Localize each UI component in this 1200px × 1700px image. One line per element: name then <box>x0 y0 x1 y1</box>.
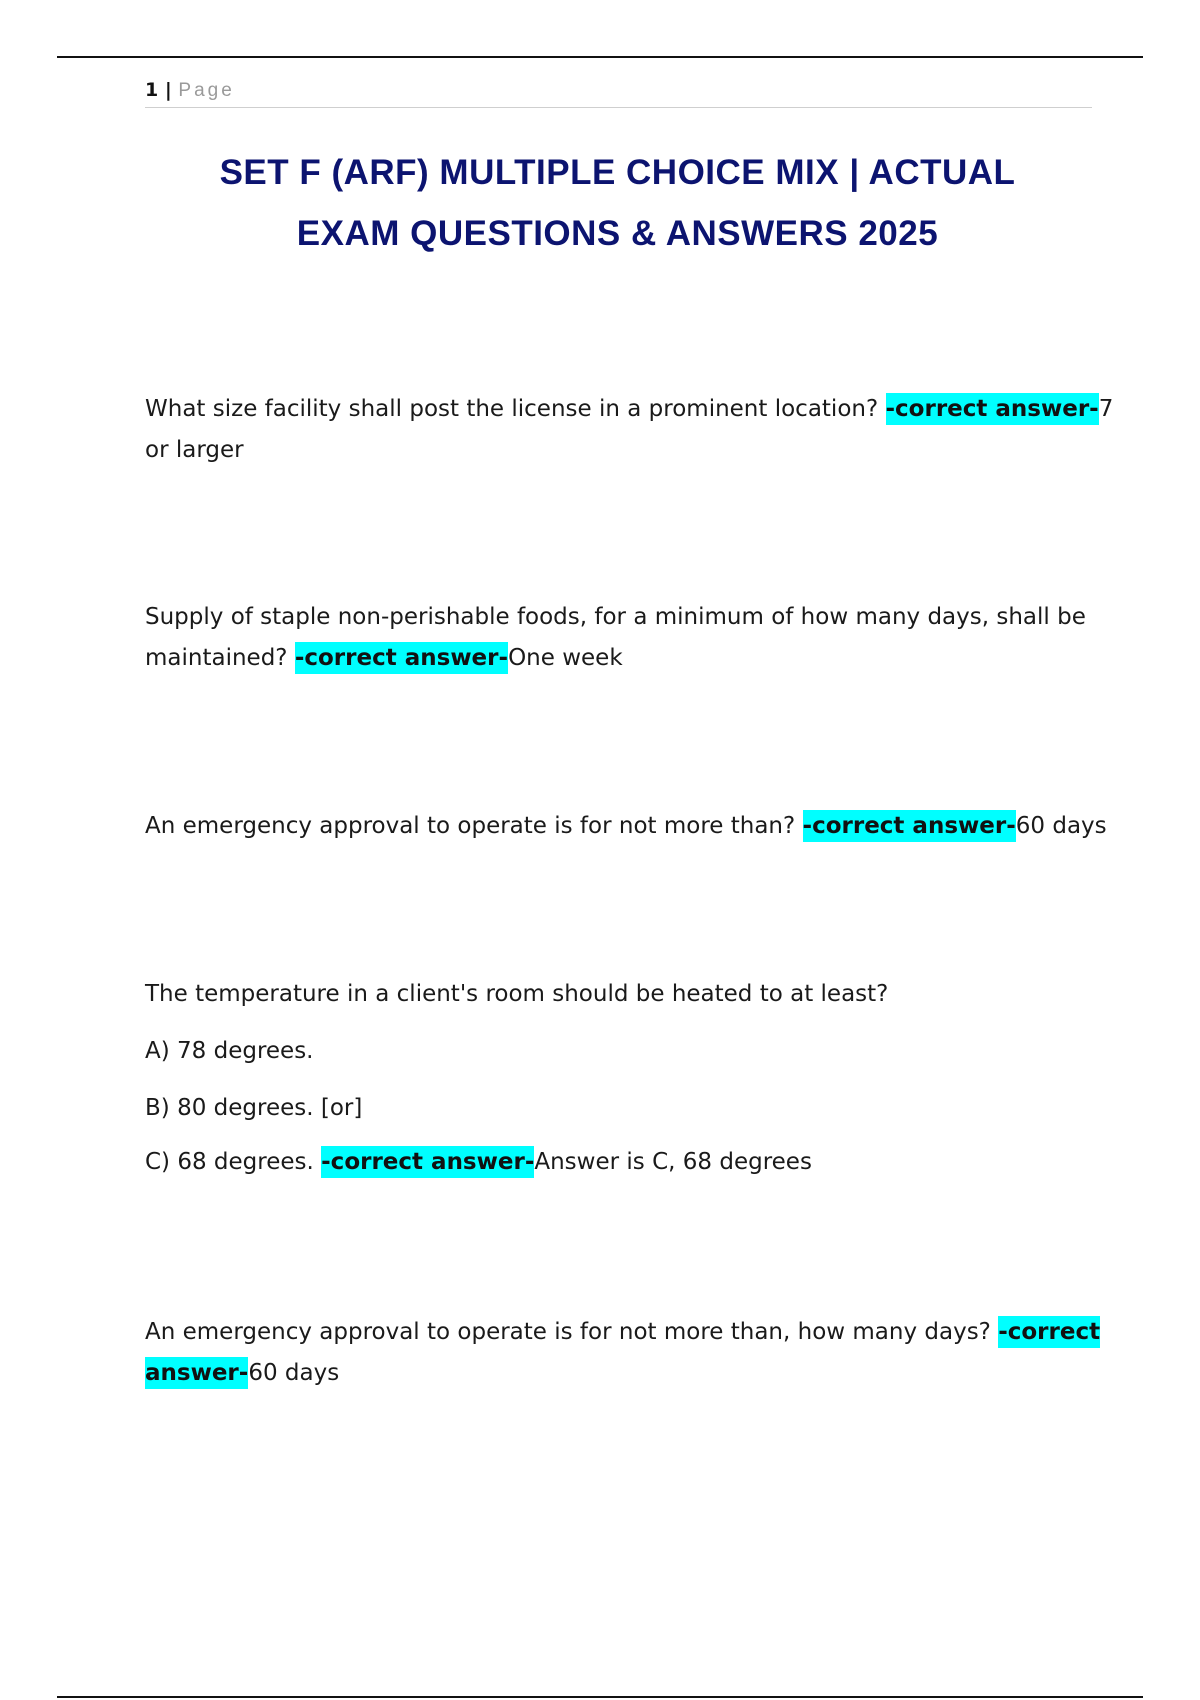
page-header <box>145 76 1092 108</box>
bottom-page-rule <box>57 1696 1143 1698</box>
page-separator: | <box>158 79 179 101</box>
question-line <box>145 638 1085 679</box>
correct-answer-marker: -correct answer- <box>803 810 1016 842</box>
correct-answer-marker: -correct answer- <box>886 393 1099 425</box>
correct-answer-marker: answer- <box>145 1357 248 1389</box>
answer-option-c <box>145 1142 1085 1183</box>
question-item <box>145 974 1085 1015</box>
answer-text: Answer is C, 68 degrees <box>534 1149 812 1175</box>
question-item <box>145 806 1107 847</box>
question-text: maintained? <box>145 645 295 671</box>
title-line-1: SET F (ARF) MULTIPLE CHOICE MIX | ACTUAL <box>219 153 1016 192</box>
page-label: Page <box>178 80 235 101</box>
question-text: An emergency approval to operate is for not more than? <box>145 813 803 839</box>
question-line: Supply of staple non-perishable foods, for a minimum of how many days, shall be <box>145 604 1086 630</box>
question-stem: The temperature in a client's room should be heated to at least? <box>145 981 889 1007</box>
correct-answer-marker: -correct <box>998 1316 1100 1348</box>
option-text: C) 68 degrees. <box>145 1149 322 1175</box>
answer-text: 60 days <box>1015 813 1107 839</box>
question-text: What size facility shall post the license in a prominent location? <box>145 396 886 422</box>
answer-text: One week <box>508 645 623 671</box>
top-page-rule <box>57 56 1143 58</box>
option-text: A) 78 degrees. <box>145 1038 314 1064</box>
question-item <box>145 1312 1101 1394</box>
document-title <box>130 142 1105 264</box>
question-line <box>145 806 1107 847</box>
question-line <box>145 1353 1085 1394</box>
question-item <box>145 597 1085 679</box>
title-line-2: EXAM QUESTIONS & ANSWERS 2025 <box>296 214 939 253</box>
question-item <box>145 389 1114 471</box>
correct-answer-marker: -correct answer- <box>321 1146 534 1178</box>
answer-option-a <box>145 1031 1085 1072</box>
question-text: An emergency approval to operate is for not more than, how many days? <box>145 1319 999 1345</box>
question-line <box>145 1312 1101 1353</box>
answer-option-b <box>145 1088 1085 1129</box>
question-line: or larger <box>145 437 244 463</box>
answer-text: 60 days <box>248 1360 340 1386</box>
option-text: B) 80 degrees. [or] <box>145 1095 363 1121</box>
answer-text: 7 <box>1098 396 1114 422</box>
correct-answer-marker: -correct answer- <box>295 642 508 674</box>
option-line <box>145 1142 1085 1183</box>
question-line <box>145 389 1114 430</box>
page-number: 1 <box>145 79 159 101</box>
